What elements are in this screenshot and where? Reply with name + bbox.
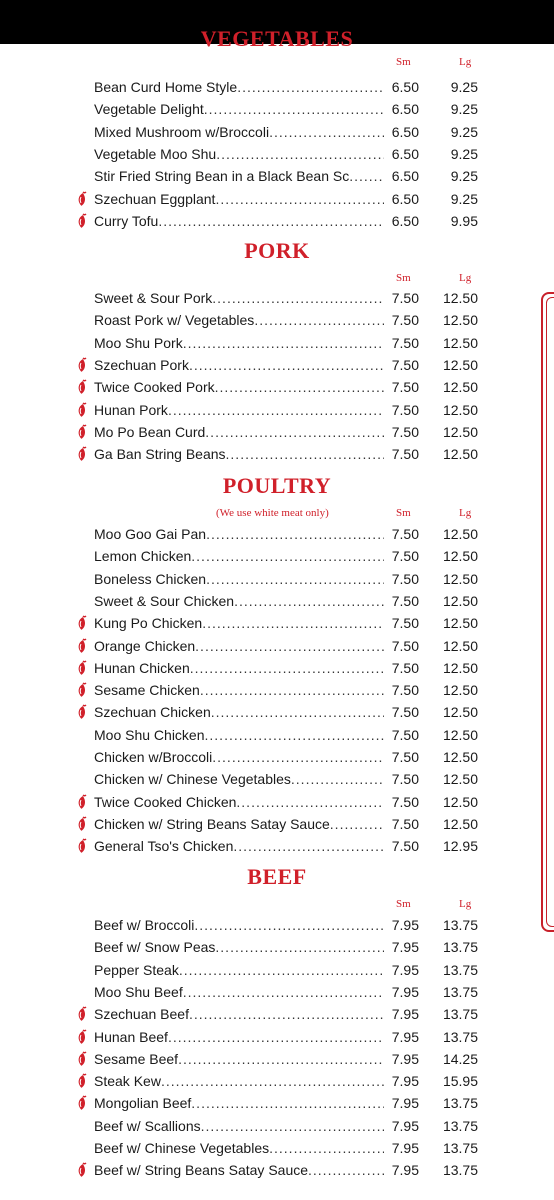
chili-pepper-icon: [76, 1159, 90, 1181]
dot-leader: [194, 914, 384, 936]
price-large: 12.50: [442, 659, 478, 676]
size-header-small: Sm: [396, 272, 411, 284]
section-title-beef: BEEF: [247, 864, 307, 889]
menu-item-row[interactable]: [0, 332, 554, 354]
price-small: 7.50: [391, 312, 419, 329]
price-small: 7.95: [391, 1117, 419, 1134]
menu-item-row[interactable]: [0, 98, 554, 120]
dot-leader: [158, 210, 384, 232]
menu-item-name: [94, 724, 384, 746]
chili-pepper-icon: [76, 399, 90, 421]
price-small: 7.50: [391, 592, 419, 609]
price-large: 12.50: [442, 334, 478, 351]
menu-item-row[interactable]: [0, 791, 554, 813]
price-large: 9.25: [450, 101, 478, 118]
chili-pepper-icon: [76, 612, 90, 634]
price-large: 12.50: [442, 379, 478, 396]
menu-item-name: [94, 188, 384, 210]
price-large: 12.50: [442, 615, 478, 632]
menu-item-name: [94, 1026, 384, 1048]
dot-leader: [191, 545, 384, 567]
menu-item-name: [94, 791, 384, 813]
menu-item-name: [94, 421, 384, 443]
menu-item-label: Beef w/ Scallions: [94, 1117, 201, 1134]
dot-leader: [191, 1092, 384, 1114]
section-note: (We use white meat only): [216, 507, 329, 519]
menu-item-label: Moo Shu Beef: [94, 983, 183, 1000]
size-header-small: Sm: [396, 898, 411, 910]
menu-item-row[interactable]: [0, 399, 554, 421]
menu-item-row[interactable]: [0, 679, 554, 701]
price-large: 9.25: [450, 190, 478, 207]
menu-item-name: [94, 635, 384, 657]
menu-item-label: Steak Kew: [94, 1073, 161, 1090]
menu-item-row[interactable]: [0, 768, 554, 790]
price-small: 6.50: [391, 168, 419, 185]
price-small: 7.50: [391, 356, 419, 373]
menu-item-row[interactable]: [0, 1070, 554, 1092]
dot-leader: [201, 1115, 384, 1137]
price-large: 9.25: [450, 79, 478, 95]
menu-item-row[interactable]: [0, 309, 554, 331]
price-large: 12.50: [442, 446, 478, 463]
menu-item-name: [94, 568, 384, 590]
menu-item-name: [94, 679, 384, 701]
menu-item-name: [94, 590, 384, 612]
dot-leader: [202, 612, 384, 634]
dot-leader: [179, 959, 384, 981]
menu-item-row[interactable]: [0, 724, 554, 746]
price-small: 7.95: [391, 1073, 419, 1090]
menu-item-row[interactable]: [0, 835, 554, 857]
price-small: 7.50: [391, 637, 419, 654]
dot-leader: [216, 143, 384, 165]
menu-item-name: [94, 1092, 384, 1114]
section-title-poultry: POULTRY: [222, 473, 332, 498]
menu-item-label: Mo Po Bean Curd: [94, 423, 206, 440]
menu-item-label: Lemon Chicken: [94, 548, 192, 565]
menu-item-label: General Tso's Chicken: [94, 838, 234, 855]
dot-leader: [178, 1048, 384, 1070]
menu-item-row[interactable]: [0, 121, 554, 143]
dot-leader: [195, 635, 384, 657]
dot-leader: [215, 376, 384, 398]
menu-item-name: [94, 443, 384, 465]
price-small: 7.50: [391, 446, 419, 463]
menu-item-label: Szechuan Beef: [94, 1006, 189, 1023]
price-small: 7.50: [391, 615, 419, 632]
menu-item-row[interactable]: [0, 1026, 554, 1048]
dot-leader: [168, 1026, 384, 1048]
price-large: 14.25: [442, 1050, 478, 1067]
menu-item-name: [94, 1003, 384, 1025]
dot-leader: [215, 936, 384, 958]
menu-item-label: Beef w/ Chinese Vegetables: [94, 1140, 270, 1156]
section-title-pork: PORK: [244, 238, 310, 263]
dot-leader: [254, 309, 384, 331]
price-small: 7.95: [391, 1095, 419, 1112]
menu-item-row[interactable]: [0, 657, 554, 679]
price-large: 12.50: [442, 356, 478, 373]
chili-pepper-icon: [76, 443, 90, 465]
size-header-large: Lg: [459, 56, 472, 68]
price-large: 13.75: [442, 939, 478, 956]
chili-pepper-icon: [76, 1003, 90, 1025]
menu-item-label: Mongolian Beef: [94, 1095, 192, 1112]
price-small: 7.50: [391, 749, 419, 765]
dot-leader: [226, 443, 384, 465]
dot-leader: [234, 590, 384, 612]
dot-leader: [269, 1137, 384, 1159]
menu-item-label: Twice Cooked Pork: [94, 379, 215, 396]
price-small: 6.50: [391, 145, 419, 162]
menu-item-label: Moo Goo Gai Pan: [94, 526, 207, 542]
price-small: 7.95: [391, 917, 419, 933]
menu-item-label: Stir Fried String Bean in a Black Bean Sc: [94, 168, 350, 185]
menu-item-label: Ga Ban String Beans: [94, 446, 226, 463]
menu-item-label: Beef w/ Snow Peas: [94, 939, 216, 956]
menu-item-label: Kung Po Chicken: [94, 615, 203, 632]
menu-item-row[interactable]: [0, 635, 554, 657]
dot-leader: [189, 354, 384, 376]
menu-item-label: Chicken w/ String Beans Satay Sauce: [94, 815, 330, 832]
menu-item-name: [94, 1159, 384, 1181]
price-large: 9.25: [450, 145, 478, 162]
price-small: 7.50: [391, 815, 419, 832]
chili-pepper-icon: [76, 835, 90, 857]
price-large: 9.25: [450, 168, 478, 185]
menu-item-name: [94, 914, 384, 936]
dot-leader: [206, 568, 384, 590]
menu-item-label: Hunan Beef: [94, 1028, 168, 1045]
chili-pepper-icon: [76, 1048, 90, 1070]
menu-item-name: [94, 309, 384, 331]
dot-leader: [212, 746, 384, 768]
menu-item-name: [94, 165, 384, 187]
menu-item-row[interactable]: [0, 1137, 554, 1159]
dot-leader: [189, 1003, 384, 1025]
size-header-large: Lg: [459, 272, 472, 284]
menu-item-row[interactable]: [0, 914, 554, 936]
chili-pepper-icon: [76, 813, 90, 835]
price-large: 12.50: [442, 548, 478, 565]
menu-item-label: Szechuan Chicken: [94, 704, 211, 721]
price-large: 13.75: [442, 1162, 478, 1179]
menu-item-label: Vegetable Moo Shu: [94, 145, 217, 162]
price-small: 7.95: [391, 1006, 419, 1023]
dot-leader: [215, 188, 384, 210]
menu-item-name: [94, 287, 384, 309]
dot-leader: [211, 701, 384, 723]
dot-leader: [205, 724, 384, 746]
price-large: 9.25: [450, 123, 478, 140]
price-large: 9.95: [450, 212, 478, 229]
chili-pepper-icon: [76, 188, 90, 210]
dot-leader: [183, 332, 384, 354]
menu-item-row[interactable]: [0, 590, 554, 612]
menu-item-label: Sweet & Sour Pork: [94, 290, 213, 306]
menu-item-name: [94, 399, 384, 421]
price-large: 13.75: [442, 1095, 478, 1112]
price-large: 13.75: [442, 1006, 478, 1023]
price-small: 6.50: [391, 101, 419, 118]
menu-item-row[interactable]: [0, 188, 554, 210]
menu-item-row[interactable]: [0, 959, 554, 981]
price-small: 7.50: [391, 526, 419, 542]
price-small: 7.50: [391, 682, 419, 699]
menu-item-name: [94, 545, 384, 567]
chili-pepper-icon: [76, 657, 90, 679]
menu-item-row[interactable]: [0, 165, 554, 187]
menu-item-row[interactable]: [0, 1092, 554, 1114]
menu-item-name: [94, 936, 384, 958]
menu-item-label: Moo Shu Pork: [94, 334, 183, 351]
menu-item-label: Vegetable Delight: [94, 101, 204, 118]
price-small: 7.50: [391, 401, 419, 418]
menu-item-row[interactable]: [0, 1115, 554, 1137]
dot-leader: [190, 657, 384, 679]
price-small: 7.50: [391, 379, 419, 396]
price-small: 7.50: [391, 334, 419, 351]
menu-item-row[interactable]: [0, 287, 554, 309]
menu-item-row[interactable]: [0, 376, 554, 398]
menu-item-row[interactable]: [0, 443, 554, 465]
dot-leader: [205, 421, 384, 443]
menu-item-label: Chicken w/ Chinese Vegetables: [94, 771, 291, 788]
dot-leader: [183, 981, 384, 1003]
price-small: 7.95: [391, 961, 419, 978]
dot-leader: [161, 1070, 384, 1092]
menu-item-name: [94, 768, 384, 790]
section-title-vegetables: VEGETABLES: [200, 26, 354, 51]
price-small: 7.50: [391, 570, 419, 587]
menu-item-row[interactable]: [0, 612, 554, 634]
menu-item-name: [94, 959, 384, 981]
price-large: 12.50: [442, 815, 478, 832]
price-small: 7.50: [391, 838, 419, 855]
size-header-small: Sm: [396, 56, 411, 68]
price-large: 12.50: [442, 423, 478, 440]
menu-item-label: Boneless Chicken: [94, 570, 207, 587]
price-small: 7.95: [391, 1028, 419, 1045]
price-large: 12.50: [442, 592, 478, 609]
price-large: 13.75: [442, 917, 478, 933]
price-large: 12.50: [442, 749, 478, 765]
menu-item-label: Beef w/ Broccoli: [94, 917, 195, 933]
price-small: 7.50: [391, 793, 419, 810]
menu-item-label: Orange Chicken: [94, 637, 196, 654]
price-small: 7.50: [391, 423, 419, 440]
menu-item-row[interactable]: [0, 545, 554, 567]
menu-item-label: Sweet & Sour Chicken: [94, 592, 235, 609]
price-large: 12.50: [442, 526, 478, 542]
dot-leader: [168, 399, 384, 421]
price-small: 7.50: [391, 659, 419, 676]
size-header-large: Lg: [459, 507, 472, 519]
menu-item-name: [94, 76, 384, 98]
chili-pepper-icon: [76, 376, 90, 398]
price-large: 12.95: [442, 838, 478, 855]
price-large: 12.50: [442, 793, 478, 810]
price-small: 6.50: [391, 190, 419, 207]
chili-pepper-icon: [76, 1026, 90, 1048]
price-small: 6.50: [391, 123, 419, 140]
menu-item-row[interactable]: [0, 1048, 554, 1070]
chili-pepper-icon: [76, 791, 90, 813]
menu-item-name: [94, 1070, 384, 1092]
menu-item-label: Twice Cooked Chicken: [94, 793, 237, 810]
chili-pepper-icon: [76, 354, 90, 376]
price-small: 7.95: [391, 983, 419, 1000]
dot-leader: [269, 121, 384, 143]
menu-item-label: Hunan Pork: [94, 401, 168, 418]
menu-item-label: Szechuan Eggplant: [94, 190, 216, 207]
menu-item-name: [94, 523, 384, 545]
menu-item-row[interactable]: [0, 354, 554, 376]
dot-leader: [236, 791, 384, 813]
dot-leader: [200, 679, 384, 701]
menu-item-label: Curry Tofu: [94, 212, 159, 229]
price-large: 12.50: [442, 704, 478, 721]
menu-item-row[interactable]: [0, 981, 554, 1003]
menu-item-label: Beef w/ String Beans Satay Sauce: [94, 1162, 309, 1179]
menu-item-name: [94, 121, 384, 143]
menu-item-row[interactable]: [0, 523, 554, 545]
price-large: 12.50: [442, 682, 478, 699]
chili-pepper-icon: [76, 421, 90, 443]
menu-item-name: [94, 210, 384, 232]
menu-item-label: Sesame Beef: [94, 1050, 179, 1067]
menu-item-name: [94, 1048, 384, 1070]
size-header-small: Sm: [396, 507, 411, 519]
chili-pepper-icon: [76, 1070, 90, 1092]
dot-leader: [237, 76, 384, 98]
dot-leader: [233, 835, 384, 857]
price-large: 12.50: [442, 771, 478, 788]
menu-item-name: [94, 835, 384, 857]
chili-pepper-icon: [76, 1092, 90, 1114]
side-panel-border: [541, 292, 554, 932]
menu-item-name: [94, 143, 384, 165]
chili-pepper-icon: [76, 679, 90, 701]
price-large: 13.75: [442, 983, 478, 1000]
price-large: 13.75: [442, 961, 478, 978]
menu-item-name: [94, 1115, 384, 1137]
price-large: 12.50: [442, 570, 478, 587]
menu-item-name: [94, 981, 384, 1003]
menu-item-label: Sesame Chicken: [94, 682, 200, 699]
price-large: 15.95: [442, 1073, 478, 1090]
menu-item-name: [94, 746, 384, 768]
menu-item-name: [94, 376, 384, 398]
menu-item-row[interactable]: [0, 936, 554, 958]
menu-item-name: [94, 98, 384, 120]
price-small: 7.95: [391, 1050, 419, 1067]
menu-item-label: Mixed Mushroom w/Broccoli: [94, 123, 270, 140]
menu-item-row[interactable]: [0, 143, 554, 165]
menu-item-row[interactable]: [0, 746, 554, 768]
menu-item-row[interactable]: [0, 210, 554, 232]
chili-pepper-icon: [76, 635, 90, 657]
menu-item-row[interactable]: [0, 76, 554, 98]
price-large: 12.50: [442, 637, 478, 654]
menu-item-name: [94, 332, 384, 354]
menu-item-label: Bean Curd Home Style: [94, 79, 238, 95]
price-large: 12.50: [442, 401, 478, 418]
dot-leader: [308, 1159, 384, 1181]
price-small: 7.95: [391, 1140, 419, 1156]
price-small: 7.50: [391, 726, 419, 743]
price-large: 13.75: [442, 1028, 478, 1045]
menu-item-label: Chicken w/Broccoli: [94, 749, 213, 765]
menu-item-name: [94, 657, 384, 679]
dot-leader: [291, 768, 384, 790]
dot-leader: [206, 523, 384, 545]
menu-item-row[interactable]: [0, 421, 554, 443]
menu-item-name: [94, 612, 384, 634]
price-small: 7.50: [391, 771, 419, 788]
price-large: 12.50: [442, 290, 478, 306]
menu-item-row[interactable]: [0, 701, 554, 723]
menu-item-name: [94, 354, 384, 376]
menu-item-name: [94, 701, 384, 723]
price-large: 12.50: [442, 726, 478, 743]
price-large: 13.75: [442, 1117, 478, 1134]
price-large: 12.50: [442, 312, 478, 329]
dot-leader: [330, 813, 384, 835]
size-header-large: Lg: [459, 898, 472, 910]
price-large: 13.75: [442, 1140, 478, 1156]
menu-item-row[interactable]: [0, 568, 554, 590]
menu-item-row[interactable]: [0, 1003, 554, 1025]
dot-leader: [349, 165, 384, 187]
price-small: 7.95: [391, 939, 419, 956]
price-small: 7.50: [391, 704, 419, 721]
menu-item-label: Szechuan Pork: [94, 356, 189, 373]
chili-pepper-icon: [76, 701, 90, 723]
menu-item-label: Moo Shu Chicken: [94, 726, 205, 743]
menu-item-label: Hunan Chicken: [94, 659, 190, 676]
price-small: 7.95: [391, 1162, 419, 1179]
price-small: 6.50: [391, 79, 419, 95]
menu-item-label: Pepper Steak: [94, 961, 179, 978]
menu-item-row[interactable]: [0, 813, 554, 835]
chili-pepper-icon: [76, 210, 90, 232]
dot-leader: [212, 287, 384, 309]
menu-item-name: [94, 1137, 384, 1159]
menu-item-name: [94, 813, 384, 835]
price-small: 7.50: [391, 548, 419, 565]
menu-item-row[interactable]: [0, 1159, 554, 1181]
dot-leader: [204, 98, 384, 120]
menu-item-label: Roast Pork w/ Vegetables: [94, 312, 255, 329]
price-small: 6.50: [391, 212, 419, 229]
price-small: 7.50: [391, 290, 419, 306]
